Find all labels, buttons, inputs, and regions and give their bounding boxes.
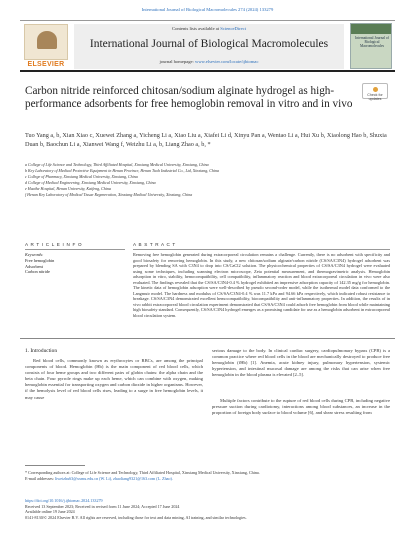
keyword-item: Free hemoglobin: [25, 258, 55, 263]
affiliation-item: c College of Pharmacy, Xinxiang Medical University, Xinxiang, China: [25, 173, 138, 179]
corresponding-author-footnote: [25, 470, 390, 481]
journal-homepage-line: [74, 59, 344, 64]
contents-prefix: Contents lists available at: [172, 26, 220, 31]
article-title: Carbon nitride reinforced chitosan/sodium alginate hydrogel as high-performance adsorbents for free hemoglobin removal in vitro and in vivo: [25, 85, 353, 110]
journal-title[interactable]: International Journal of Biological Macromolecules: [89, 38, 329, 50]
contents-line: [74, 26, 344, 31]
affiliation-item: b Key Laboratory of Medical Protective Equipment in Henan Province, Henan Tuoh Industrial Co., Ltd, Xinxiang, China: [25, 167, 220, 173]
affiliation-item: d College of Medical Engineering, Xinxiang Medical University, Xinxiang, China: [25, 179, 156, 185]
affiliation-item: a College of Life Science and Technology, Third Affiliated Hospital, Xinxiang Medical University, Xinxiang, China: [25, 162, 209, 167]
abstract-heading: A B S T R A C T: [133, 242, 390, 250]
introduction-heading: 1. Introduction: [25, 348, 58, 354]
homepage-link[interactable]: www.elsevier.com/locate/ijbiomac: [195, 59, 259, 64]
abstract-text: Removing free hemoglobin generated during extracorporeal circulation remains a challenge. Currently, there is no adsorbent with specificity and good biosafety for removing hemoglobin. In this study, a new chitosan/sodium alginate/carbon nitride (CS/SA/C3N4) hydrogel adsorbent was prepared by blending SA with C3N4 to drop into CS/CaCl2 solution. The physicochemical properties of CS/SA/C3N4 hydrogel were evaluated using some techniques, including scanning electron microscope, Zeta potential measurement, and thermogravimetric analysis. Hemoglobin adsorption in vitro, stability, hemocompatibility, cell compatibility, inflammatory reaction and blood extracorporeal circulation in vivo were also evaluated. The findings revealed that the CS/SA/C3N4-0.4 % hydrogel exhibited an impressive adsorption capacity of 142.35 mg/g for hemoglobin. The kinetic data of hemoglobin adsorption were well-described by pseudo second-order model, while the isothermal model data conformed to the Langmuir model. The hardness and modulus of CS/SA/C3N4-0.4 % was 11.7 kPa and 94.66 kPa respectively, which indicated robust resistance to breakage. CS/SA/C3N4 demonstrated excellent hemocompatibility, biocompatibility and anti-inflammatory properties. In addition, the results of in vivo rabbit extracorporeal blood circulation experiment demonstrated that CS/SA/C3N4 could adsorb free hemoglobin from blood while maintaining high biosafety standard. Consequently, CS/SA/C3N4 hydrogel emerges as a promising candidate for use as a hemoglobin adsorbent in extracorporeal blood circulation system.: [133, 252, 390, 318]
copyright-line: 0141-8130/© 2024 Elsevier B.V. All rights are reserved, including those for text and data mining, AI training, and similar technologies.: [25, 514, 247, 520]
publisher-name: ELSEVIER: [27, 61, 65, 68]
article-bottom-info: [25, 498, 390, 520]
cover-title: International Journal of Biological Macromolecules: [355, 36, 389, 48]
doi-link[interactable]: https://doi.org/10.1016/j.ijbiomac.2024.133279: [25, 498, 103, 503]
received-dates: Received 13 September 2023; Received in revised form 11 June 2024; Accepted 17 June 2024: [25, 503, 180, 509]
sciencedirect-link[interactable]: ScienceDirect: [220, 26, 246, 31]
elsevier-tree-icon: [37, 31, 57, 49]
keywords-label: Keywords:: [25, 252, 44, 257]
email-prefix: E-mail addresses:: [25, 475, 54, 481]
footnote-divider: [25, 465, 85, 466]
footnote-emails: [25, 476, 390, 482]
available-online: Available online 19 June 2024: [25, 509, 75, 515]
section-divider: [20, 338, 395, 339]
author-list[interactable]: Tuo Yang a, b, Xian Xiao c, Xuewei Zhang a, Yicheng Li a, Xiao Liu a, Xiafei Li d, Xinyu Pan a, Wentao Li a, Hui Xu b, Xiaolong Hao b, Shuxia Duan b, Baochun Li a, Xianwei Wang f, Weizhu Li a, b, Liang Zhao a, b, *: [25, 132, 387, 148]
affiliation-item: e Huaihe Hospital, Henan University, Kaifeng, China: [25, 185, 111, 191]
homepage-prefix: journal homepage:: [159, 59, 194, 64]
intro-paragraph: Multiple factors contribute to the rupture of red blood cells during CPB, including negative pressure suction during cardiotomy, interactions among blood substances, an increase in the proportion of foreign body surface to blood volume [6], and shear stress resulting from: [212, 398, 390, 416]
cover-band: [351, 24, 391, 34]
check-updates-icon: [373, 87, 378, 92]
footnote-line: * Corresponding authors at: College of Life Science and Technology, Third Affiliated Hospital, Xinxiang Medical University, Xinxiang, China.: [25, 470, 260, 475]
article-info-heading: A R T I C L E I N F O: [25, 242, 125, 250]
intro-paragraph: Red blood cells, commonly known as erythrocytes or RBCs, are among the principal components of blood. Hemoglobin (Hb) is the main component of red blood cells, which consists of four heme groups and two different pairs of globin chains: the alpha chain and the beta chain. Four pyrrole rings make up each heme, which can combine with oxygen, making hemoglobin essential for transporting oxygen and carbon dioxide in higher organisms. However, if the hemolysis level of red blood cells rises, leading to a surge in free hemoglobin levels, it may cause: [25, 358, 203, 400]
intro-paragraph: serious damage to the body. In clinical cardiac surgery, cardiopulmonary bypass (CPB) is a common practice where red blood cells in the blood are mechanically destroyed to produce free hemoglobin (fHb) [1]. Anemia, acute kidney injury, pulmonary hypertension, systemic hypertension, and intestinal mucosal damage are among the risks that can arise when free hemoglobin in the blood plasma is elevated [2–5].: [212, 348, 390, 378]
journal-header: [20, 20, 395, 72]
check-updates-label: Check for updates: [367, 93, 383, 101]
affiliation-item: f Henan Key Laboratory of Medical Tissue Regeneration, Xinxiang Medical University, Xinxiang, China: [25, 191, 193, 197]
journal-citation[interactable]: International Journal of Biological Macromolecules 274 (2024) 133279: [141, 7, 274, 12]
keyword-item: Adsorbent: [25, 263, 43, 269]
elsevier-logo[interactable]: [24, 24, 68, 60]
check-for-updates-button[interactable]: [362, 83, 388, 99]
affiliations: [25, 162, 390, 197]
journal-cover-image[interactable]: [350, 23, 392, 69]
email-links[interactable]: liweizhu63@xxmu.edu.cn (W. Li), zhaoliang9321@163.com (L. Zhao).: [55, 475, 173, 481]
journal-banner: [74, 24, 344, 69]
keyword-item: Carbon nitride: [25, 269, 50, 274]
